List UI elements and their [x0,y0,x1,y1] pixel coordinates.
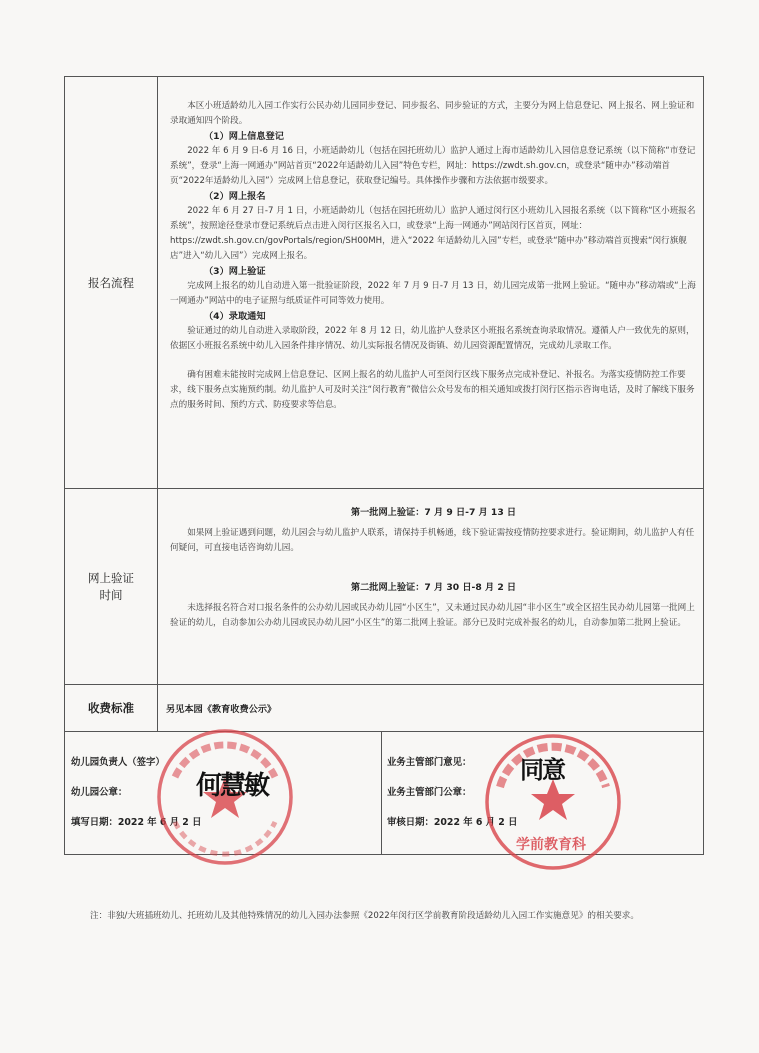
process-extra: 确有困难未能按时完成网上信息登记、区网上报名的幼儿监护人可至闵行区线下服务点完成补登记、补报名。为落实疫情防控工作要求，线下服务点实施预约制。幼儿监护人可及时关注“闵行教育”微信公众号发布的相关通知或拨打闵行区指示咨询电话，及时了解线下服务点的服务时间、预约方式、防疫要求等信息。 [170,370,695,410]
batch2-text: 未选择报名符合对口报名条件的公办幼儿园或民办幼儿园“小区生”，又未通过民办幼儿园“非小区生”或全区招生民办幼儿园第一批网上验证的幼儿，自动参加公办幼儿园或民办幼儿园“小区生”的第二批网上验证。部分已及时完成补报名的幼儿，自动参加第二批网上验证。 [170,603,695,628]
step3-title: （3）网上验证 [204,266,266,277]
batch2-title: 第二批网上验证：7 月 30 日-8 月 2 日 [350,582,517,593]
principal-signature-label: 幼儿园负责人（签字） [71,757,165,768]
authority-opinion-label: 业务主管部门意见： [387,757,472,768]
verification-row [65,489,704,685]
kindergarten-seal-label: 幼儿园公章： [71,787,128,798]
batch1-title: 第一批网上验证：7 月 9 日-7 月 13 日 [350,507,517,518]
batch1-text: 如果网上验证遇到问题，幼儿园会与幼儿监护人联系，请保持手机畅通，线下验证需按疫情防控要求进行。验证期间，幼儿监护人有任何疑问，可直接电话咨询幼儿园。 [170,528,695,553]
process-content [158,77,704,489]
verification-content [158,489,704,685]
approval-handwritten: 同意 [520,755,564,784]
step1-title: （1）网上信息登记 [204,131,284,142]
verification-label: 网上验证 时间 [65,489,158,685]
step3-text: 完成网上报名的幼儿自动进入第一批验证阶段，2022 年 7 月 9 日-7 月 13 日，幼儿园完成第一批网上验证。“随申办”移动端或“上海一网通办”网站中的电子证照与纸质证件可同等效力使用。 [170,281,696,306]
fee-label: 收费标准 [65,685,158,732]
review-date: 审核日期：2022 年 6 月 2 日 [387,817,518,828]
step2-text: 2022 年 6 月 27 日-7 月 1 日，小班适龄幼儿（包括在园托班幼儿）监护人通过闵行区小班幼儿入园报名系统（以下简称“区小班报名系统”，按照途径登录市登记系统后点击进入闵行区报名入口，或登录“上海一网通办”网站闵行区首页，网址：https://zwdt.sh.gov.cn/govPortals/region/SH00MH，进入“2022 年适龄幼儿入园”专栏，或登录“随申办”移动端首页搜索“闵行旗舰店”进入“幼儿入园”）完成网上报名。 [170,206,696,261]
process-intro: 本区小班适龄幼儿入园工作实行公民办幼儿园同步登记、同步报名、同步验证的方式，主要分为网上信息登记、网上报名、网上验证和录取通知四个阶段。 [170,101,695,126]
step1-text: 2022 年 6 月 9 日-6 月 16 日，小班适龄幼儿（包括在园托班幼儿）监护人通过上海市适龄幼儿入园信息登记系统（以下简称“市登记系统”，登录“上海一网通办”网站首页“2022年适龄幼儿入园”特色专栏，网址：https://zwdt.sh.gov.cn，或登录“随申办”移动端首页“2022年适龄幼儿入园”）完成网上信息登记，获取登记编号。具体操作步骤和方法依据市级要求。 [170,146,696,186]
step2-title: （2）网上报名 [204,191,266,202]
principal-handwritten-signature: 何慧敏 [196,771,269,801]
process-row [65,77,704,489]
step4-title: （4）录取通知 [204,311,266,322]
step4-text: 验证通过的幼儿自动进入录取阶段，2022 年 8 月 12 日，幼儿监护人登录区小班报名系统查询录取情况。遵循人户一致优先的原则，依据区小班报名系统中幼儿入园条件排序情况、幼儿实际报名情况及街镇、幼儿园资源配置情况，完成幼儿录取工作。 [170,326,695,351]
process-label: 报名流程 [65,77,158,489]
fee-text: 另见本园《教育收费公示》 [166,704,277,715]
fill-date: 填写日期：2022 年 6 月 2 日 [71,817,202,828]
seal-bottom-text: 学前教育科 [516,837,586,853]
authority-seal-label: 业务主管部门公章： [387,787,472,798]
footnote: 注：非独/大班插班幼儿、托班幼儿及其他特殊情况的幼儿入园办法参照《2022年闵行区学前教育阶段适龄幼儿入园工作实施意见》的相关要求。 [90,911,639,921]
